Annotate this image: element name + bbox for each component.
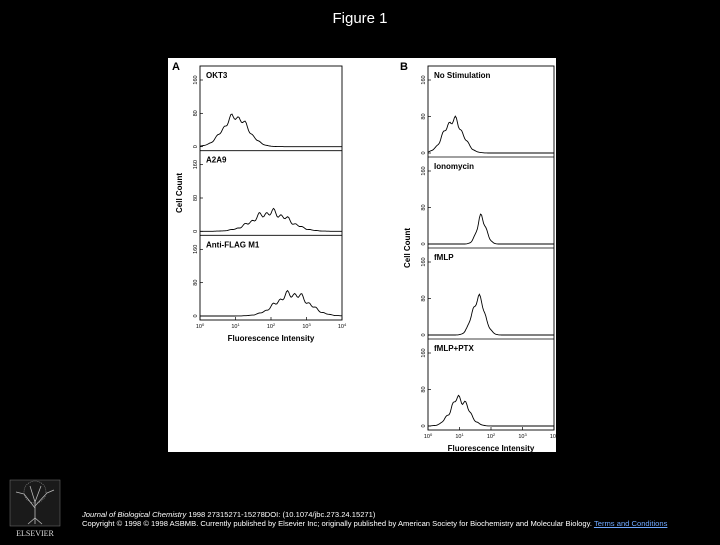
panel-b-yaxis-label: Cell Count (403, 228, 412, 268)
panel-a-xtick-label-1: $10^1$ (231, 322, 240, 330)
panel-b-hist-label-0: No Stimulation (434, 71, 491, 80)
panel-a-yaxis-label: Cell Count (175, 173, 184, 213)
panel-b-xtick-label-0: $10^0$ (423, 432, 433, 440)
panel-a-xtick-label-0: $10^0$ (195, 322, 205, 330)
panel-b-ytick-label-2-0: 0 (421, 333, 427, 337)
citation-footer (82, 510, 702, 528)
panel-a-ytick-label-0-0: 0 (193, 145, 199, 149)
panel-b-xtick-label-2: $10^2$ (486, 432, 496, 440)
panel-a-ytick-label-1-1: 80 (193, 194, 199, 202)
panel-b-ytick-label-1-0: 0 (421, 242, 427, 246)
panel-a-ytick-label-2-0: 0 (193, 314, 199, 318)
panel-a-hist-label-1: A2A9 (206, 155, 227, 165)
panel-a-xaxis-label: Fluorescence Intensity (227, 334, 315, 343)
panel-a-xtick-exponent-2: 2 (272, 322, 276, 327)
panel-b-ytick-label-3-1: 80 (421, 386, 427, 393)
panel-a-ytick-label-1-2: 160 (193, 160, 199, 170)
panel-a-histogram-0 (200, 114, 342, 147)
panel-a-hist-label-2: Anti-FLAG M1 (206, 240, 260, 250)
panel-b-xtick-exponent-1: 1 (461, 432, 464, 437)
panel-a-letter: A (172, 61, 180, 73)
terms-link[interactable]: Terms and Conditions (593, 519, 668, 528)
panel-a-xtick-exponent-3: 3 (308, 322, 311, 327)
panel-b-xaxis-label: Fluorescence Intensity (447, 444, 535, 453)
panel-a-xtick-exponent-0: 0 (201, 322, 205, 327)
citation-text: 1998 27315271-15278DOI: (10.1074/jbc.273.24.15271) (186, 510, 376, 519)
panel-b-hist-label-3: fMLP+PTX (434, 344, 474, 353)
panel-a-xtick-label-2: $10^2$ (266, 322, 276, 330)
panel-b-hist-label-1: Ionomycin (434, 162, 475, 171)
panel-a-xtick-exponent-1: 1 (237, 322, 240, 327)
panel-a-ytick-label-0-1: 80 (193, 110, 199, 117)
panel-b-xtick-exponent-3: 3 (524, 432, 527, 437)
panel-b-histogram-0 (428, 116, 554, 153)
panel-a-ytick-label-0-2: 160 (193, 75, 199, 85)
logo-wordmark: ELSEVIER (16, 529, 54, 538)
panel-b-xtick-exponent-2: 2 (492, 432, 496, 437)
panel-b-ytick-label-3-2: 160 (421, 348, 427, 358)
panel-a-ytick-label-2-1: 80 (193, 279, 199, 286)
panel-a-xtick-label-4: $10^4$ (337, 322, 347, 330)
panel-b-letter: B (400, 61, 408, 73)
histogram-figure (168, 58, 559, 453)
panel-b-ytick-label-0-0: 0 (421, 151, 427, 155)
panel-b-ytick-label-1-1: 80 (421, 204, 427, 211)
panel-b-xtick-label-4: $10^4$ (549, 432, 559, 440)
copyright-text: Copyright © 1998 © 1998 ASBMB. Currently published by Elsevier Inc; originally published by American Society for Biochemistry and Molecular Biology. (82, 519, 592, 528)
panel-b-ytick-label-0-1: 80 (421, 113, 427, 120)
figure-image (168, 58, 559, 453)
journal-name: Journal of Biological Chemistry (82, 510, 187, 519)
panel-b-histogram-3 (428, 395, 554, 426)
panel-b-histogram-1 (428, 214, 554, 244)
panel-b-ytick-label-2-1: 80 (421, 295, 427, 302)
panel-b-xtick-label-3: $10^3$ (518, 432, 527, 440)
panel-b-hist-label-2: fMLP (434, 253, 454, 262)
panel-b-ytick-label-2-2: 160 (421, 257, 427, 267)
panel-a-frame (200, 66, 342, 320)
panel-b-ytick-label-1-2: 160 (421, 166, 427, 176)
panel-a-hist-label-0: OKT3 (206, 71, 228, 80)
panel-b-xtick-label-1: $10^1$ (455, 432, 464, 440)
panel-b-histogram-2 (428, 294, 554, 335)
elsevier-tree-icon (6, 478, 64, 540)
panel-b-ytick-label-0-2: 160 (421, 75, 427, 85)
panel-a-xtick-exponent-4: 4 (343, 322, 347, 327)
panel-a-histogram-1 (200, 208, 342, 231)
panel-b-xtick-exponent-0: 0 (429, 432, 433, 437)
figure-title: Figure 1 (332, 10, 388, 27)
panel-a-xtick-label-3: $10^3$ (302, 322, 311, 330)
panel-a-ytick-label-1-0: 0 (193, 229, 199, 233)
panel-a-histogram-2 (200, 291, 342, 316)
panel-b-ytick-label-3-0: 0 (421, 424, 427, 428)
panel-b-xtick-exponent-4: 4 (555, 432, 559, 437)
panel-a-ytick-label-2-2: 160 (193, 244, 199, 254)
elsevier-logo (6, 478, 64, 540)
